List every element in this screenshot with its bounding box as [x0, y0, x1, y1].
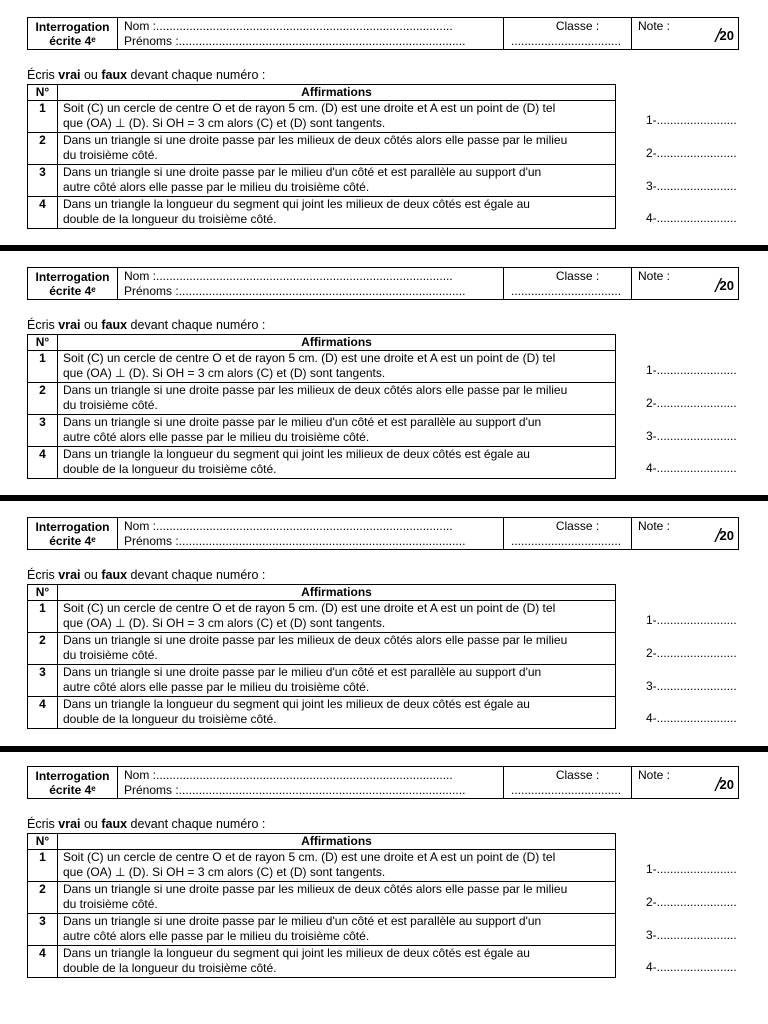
- row-number: 3: [28, 914, 58, 946]
- cut-separator: [0, 495, 768, 501]
- table-row: [28, 197, 616, 229]
- table-row: [28, 601, 616, 633]
- instruction-mid: ou: [80, 318, 102, 332]
- row-statement: [58, 133, 616, 165]
- answer-field-3[interactable]: 3-........................: [646, 429, 737, 443]
- row-statement: [58, 665, 616, 697]
- instruction-vrai: vrai: [58, 568, 81, 582]
- grade-cell: [632, 268, 738, 299]
- row-number: 2: [28, 633, 58, 665]
- col-affirmations-header: Affirmations: [58, 834, 616, 850]
- instruction-mid: ou: [80, 68, 102, 82]
- student-name-cell[interactable]: [118, 268, 504, 299]
- instruction-suffix: devant chaque numéro :: [127, 318, 266, 332]
- title-line2: écrite 4ᵉ: [49, 284, 96, 298]
- table-row: [28, 165, 616, 197]
- instruction-vrai: vrai: [58, 318, 81, 332]
- student-name-cell[interactable]: [118, 18, 504, 49]
- class-cell[interactable]: [504, 518, 632, 549]
- title-line2: écrite 4ᵉ: [49, 783, 96, 797]
- grade-max-value: 20: [719, 278, 734, 293]
- instruction: [27, 318, 265, 332]
- row-number: 4: [28, 946, 58, 978]
- table-row: [28, 850, 616, 882]
- answer-field-1[interactable]: 1-........................: [646, 862, 737, 876]
- table-row: [28, 447, 616, 479]
- row-number: 1: [28, 850, 58, 882]
- row-number: 1: [28, 101, 58, 133]
- col-number-header: N°: [28, 85, 58, 101]
- title-line1: Interrogation: [35, 520, 110, 534]
- statement-line: que (OA) ⊥ (D). Si OH = 3 cm alors (C) et (D) sont tangents.: [63, 116, 386, 130]
- statement-line: autre côté alors elle passe par le milieu du troisième côté.: [63, 430, 370, 444]
- table-row: [28, 133, 616, 165]
- row-number: 4: [28, 697, 58, 729]
- quiz-copy: [0, 0, 768, 238]
- title-line1: Interrogation: [35, 769, 110, 783]
- instruction-suffix: devant chaque numéro :: [127, 68, 266, 82]
- answer-field-1[interactable]: 1-........................: [646, 363, 737, 377]
- table-row: [28, 383, 616, 415]
- answer-field-2[interactable]: 2-........................: [646, 646, 737, 660]
- class-field[interactable]: .................................: [511, 783, 622, 797]
- table-row: [28, 415, 616, 447]
- title-line1: Interrogation: [35, 20, 110, 34]
- class-label: Classe :: [555, 269, 600, 283]
- student-name-cell[interactable]: [118, 518, 504, 549]
- grade-max: [715, 276, 734, 298]
- statement-line: Dans un triangle si une droite passe par les milieux de deux côtés alors elle passe par le milieu: [63, 133, 568, 147]
- name-field[interactable]: Nom :.........................................................................................: [124, 768, 453, 782]
- table-row: [28, 101, 616, 133]
- row-number: 3: [28, 665, 58, 697]
- table-header-row: [28, 335, 616, 351]
- grade-max: [715, 526, 734, 548]
- affirmations-table: [27, 334, 616, 479]
- answer-field-4[interactable]: 4-........................: [646, 960, 737, 974]
- instruction-mid: ou: [80, 568, 102, 582]
- row-statement: [58, 633, 616, 665]
- col-affirmations-header: Affirmations: [58, 335, 616, 351]
- grade-label: Note :: [638, 519, 671, 533]
- answer-field-4[interactable]: 4-........................: [646, 461, 737, 475]
- instruction-mid: ou: [80, 817, 102, 831]
- statement-line: du troisième côté.: [63, 148, 158, 162]
- table-row: [28, 697, 616, 729]
- grade-cell: [632, 518, 738, 549]
- statement-line: Dans un triangle la longueur du segment qui joint les milieux de deux côtés est égale au: [63, 447, 530, 461]
- answer-field-2[interactable]: 2-........................: [646, 146, 737, 160]
- statement-line: autre côté alors elle passe par le milieu du troisième côté.: [63, 929, 370, 943]
- col-number-header: N°: [28, 834, 58, 850]
- title-line1: Interrogation: [35, 270, 110, 284]
- grade-max-value: 20: [719, 777, 734, 792]
- instruction-suffix: devant chaque numéro :: [127, 568, 266, 582]
- quiz-title: [28, 518, 118, 549]
- title-line2: écrite 4ᵉ: [49, 534, 96, 548]
- row-statement: [58, 914, 616, 946]
- row-statement: [58, 882, 616, 914]
- instruction-faux: faux: [101, 817, 128, 831]
- grade-max-value: 20: [719, 28, 734, 43]
- cut-separator: [0, 746, 768, 752]
- row-number: 4: [28, 447, 58, 479]
- table-row: [28, 914, 616, 946]
- table-row: [28, 633, 616, 665]
- instruction-vrai: vrai: [58, 68, 81, 82]
- class-label: Classe :: [555, 519, 600, 533]
- statement-line: Dans un triangle la longueur du segment qui joint les milieux de deux côtés est égale au: [63, 697, 530, 711]
- instruction-prefix: Écris: [27, 68, 59, 82]
- statement-line: Soit (C) un cercle de centre O et de rayon 5 cm. (D) est une droite et A est un point de (D) tel: [63, 850, 556, 864]
- statement-line: Dans un triangle si une droite passe par le milieu d'un côté et est parallèle au support d'un: [63, 665, 542, 679]
- affirmations-table: [27, 584, 616, 729]
- statement-line: du troisième côté.: [63, 648, 158, 662]
- instruction-prefix: Écris: [27, 568, 59, 582]
- statement-line: Dans un triangle si une droite passe par les milieux de deux côtés alors elle passe par le milieu: [63, 882, 568, 896]
- statement-line: Soit (C) un cercle de centre O et de rayon 5 cm. (D) est une droite et A est un point de (D) tel: [63, 101, 556, 115]
- answer-field-3[interactable]: 3-........................: [646, 679, 737, 693]
- statement-line: Dans un triangle si une droite passe par les milieux de deux côtés alors elle passe par le milieu: [63, 383, 568, 397]
- row-statement: [58, 383, 616, 415]
- header-box: [27, 766, 739, 799]
- grade-label: Note :: [638, 768, 671, 782]
- instruction: [27, 68, 265, 82]
- instruction-faux: faux: [101, 318, 128, 332]
- class-label: Classe :: [555, 768, 600, 782]
- instruction-vrai: vrai: [58, 817, 81, 831]
- table-row: [28, 882, 616, 914]
- grade-slash: /: [715, 775, 721, 796]
- student-name-cell[interactable]: [118, 767, 504, 798]
- class-cell[interactable]: [504, 268, 632, 299]
- statement-line: que (OA) ⊥ (D). Si OH = 3 cm alors (C) et (D) sont tangents.: [63, 865, 386, 879]
- row-number: 2: [28, 133, 58, 165]
- row-statement: [58, 447, 616, 479]
- header-box: [27, 267, 739, 300]
- table-header-row: [28, 585, 616, 601]
- grade-slash: /: [715, 526, 721, 547]
- row-statement: [58, 351, 616, 383]
- instruction-faux: faux: [101, 568, 128, 582]
- row-statement: [58, 415, 616, 447]
- row-number: 2: [28, 383, 58, 415]
- class-label: Classe :: [555, 19, 600, 33]
- name-field[interactable]: Nom :.........................................................................................: [124, 19, 453, 33]
- grade-slash: /: [715, 26, 721, 47]
- class-field[interactable]: .................................: [511, 284, 622, 298]
- statement-line: double de la longueur du troisième côté.: [63, 462, 277, 476]
- col-number-header: N°: [28, 335, 58, 351]
- class-field[interactable]: .................................: [511, 534, 622, 548]
- cut-separator: [0, 245, 768, 251]
- answer-field-3[interactable]: 3-........................: [646, 928, 737, 942]
- quiz-copy: [0, 500, 768, 738]
- answer-field-4[interactable]: 4-........................: [646, 211, 737, 225]
- statement-line: du troisième côté.: [63, 897, 158, 911]
- col-affirmations-header: Affirmations: [58, 85, 616, 101]
- instruction-prefix: Écris: [27, 817, 59, 831]
- table-row: [28, 665, 616, 697]
- row-number: 2: [28, 882, 58, 914]
- answer-field-1[interactable]: 1-........................: [646, 113, 737, 127]
- affirmations-table: [27, 84, 616, 229]
- row-statement: [58, 850, 616, 882]
- row-statement: [58, 165, 616, 197]
- answer-field-2[interactable]: 2-........................: [646, 895, 737, 909]
- grade-max: [715, 775, 734, 797]
- row-number: 1: [28, 601, 58, 633]
- title-line2: écrite 4ᵉ: [49, 34, 96, 48]
- answer-field-2[interactable]: 2-........................: [646, 396, 737, 410]
- statement-line: Dans un triangle si une droite passe par le milieu d'un côté et est parallèle au support d'un: [63, 914, 542, 928]
- firstname-field[interactable]: Prénoms :......................................................................................: [124, 34, 466, 48]
- row-statement: [58, 946, 616, 978]
- instruction-prefix: Écris: [27, 318, 59, 332]
- quiz-title: [28, 767, 118, 798]
- row-statement: [58, 197, 616, 229]
- class-field[interactable]: .................................: [511, 34, 622, 48]
- col-affirmations-header: Affirmations: [58, 585, 616, 601]
- statement-line: Dans un triangle la longueur du segment qui joint les milieux de deux côtés est égale au: [63, 197, 530, 211]
- grade-max: [715, 26, 734, 48]
- row-number: 1: [28, 351, 58, 383]
- statement-line: Dans un triangle la longueur du segment qui joint les milieux de deux côtés est égale au: [63, 946, 530, 960]
- class-cell[interactable]: [504, 18, 632, 49]
- row-statement: [58, 601, 616, 633]
- row-number: 3: [28, 165, 58, 197]
- col-number-header: N°: [28, 585, 58, 601]
- statement-line: double de la longueur du troisième côté.: [63, 961, 277, 975]
- statement-line: Dans un triangle si une droite passe par les milieux de deux côtés alors elle passe par le milieu: [63, 633, 568, 647]
- statement-line: autre côté alors elle passe par le milieu du troisième côté.: [63, 680, 370, 694]
- quiz-copy: [0, 250, 768, 488]
- statement-line: que (OA) ⊥ (D). Si OH = 3 cm alors (C) et (D) sont tangents.: [63, 366, 386, 380]
- statement-line: que (OA) ⊥ (D). Si OH = 3 cm alors (C) et (D) sont tangents.: [63, 616, 386, 630]
- grade-cell: [632, 767, 738, 798]
- header-box: [27, 517, 739, 550]
- quiz-copy: [0, 749, 768, 987]
- firstname-field[interactable]: Prénoms :......................................................................................: [124, 284, 466, 298]
- class-cell[interactable]: [504, 767, 632, 798]
- row-statement: [58, 697, 616, 729]
- grade-label: Note :: [638, 19, 671, 33]
- grade-cell: [632, 18, 738, 49]
- instruction: [27, 568, 265, 582]
- statement-line: Soit (C) un cercle de centre O et de rayon 5 cm. (D) est une droite et A est un point de (D) tel: [63, 351, 556, 365]
- table-row: [28, 946, 616, 978]
- name-field[interactable]: Nom :.........................................................................................: [124, 269, 453, 283]
- grade-label: Note :: [638, 269, 671, 283]
- statement-line: double de la longueur du troisième côté.: [63, 212, 277, 226]
- header-box: [27, 17, 739, 50]
- answer-field-1[interactable]: 1-........................: [646, 613, 737, 627]
- statement-line: Dans un triangle si une droite passe par le milieu d'un côté et est parallèle au support d'un: [63, 415, 542, 429]
- table-row: [28, 351, 616, 383]
- grade-max-value: 20: [719, 528, 734, 543]
- grade-slash: /: [715, 276, 721, 297]
- statement-line: double de la longueur du troisième côté.: [63, 712, 277, 726]
- quiz-title: [28, 18, 118, 49]
- instruction-suffix: devant chaque numéro :: [127, 817, 266, 831]
- instruction-faux: faux: [101, 68, 128, 82]
- answer-field-3[interactable]: 3-........................: [646, 179, 737, 193]
- quiz-title: [28, 268, 118, 299]
- answer-field-4[interactable]: 4-........................: [646, 711, 737, 725]
- statement-line: Dans un triangle si une droite passe par le milieu d'un côté et est parallèle au support d'un: [63, 165, 542, 179]
- table-header-row: [28, 85, 616, 101]
- row-number: 4: [28, 197, 58, 229]
- name-field[interactable]: Nom :.........................................................................................: [124, 519, 453, 533]
- statement-line: autre côté alors elle passe par le milieu du troisième côté.: [63, 180, 370, 194]
- instruction: [27, 817, 265, 831]
- statement-line: du troisième côté.: [63, 398, 158, 412]
- affirmations-table: [27, 833, 616, 978]
- firstname-field[interactable]: Prénoms :......................................................................................: [124, 783, 466, 797]
- row-statement: [58, 101, 616, 133]
- table-header-row: [28, 834, 616, 850]
- statement-line: Soit (C) un cercle de centre O et de rayon 5 cm. (D) est une droite et A est un point de (D) tel: [63, 601, 556, 615]
- firstname-field[interactable]: Prénoms :......................................................................................: [124, 534, 466, 548]
- row-number: 3: [28, 415, 58, 447]
